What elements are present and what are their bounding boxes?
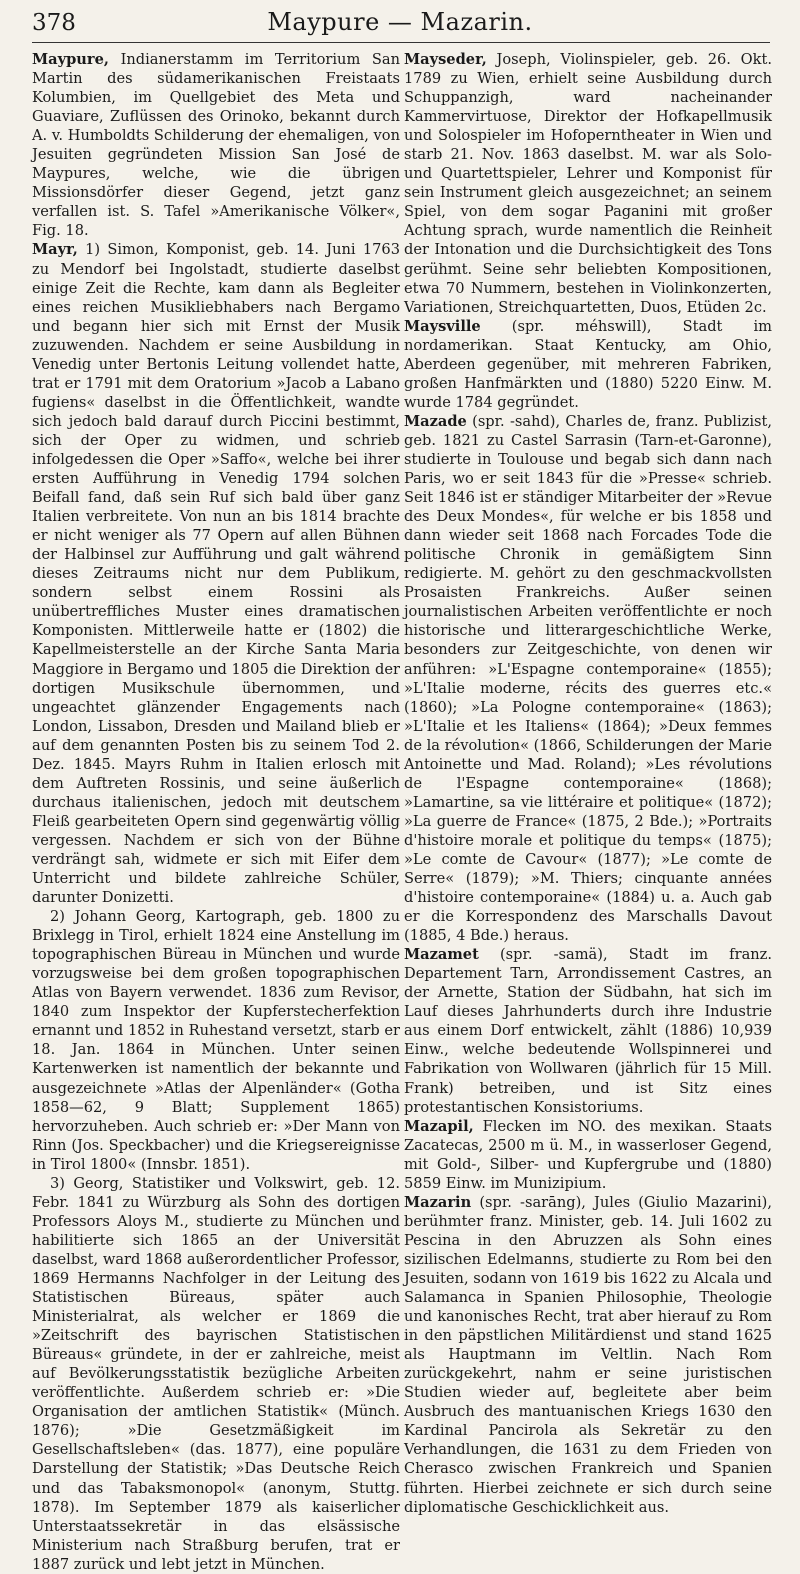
- entry-text: 2) Johann Georg, Kartograph, geb. 1800 zu Brixlegg in Tirol, erhielt 1824 eine Anstellung im topographischen Büreau in München und wurde vorzugsweise bei dem großen topographischen Atlas von Bayern verwendet. 1836 zum Revisor, 1840 zum Inspektor der Kupferstecherfektion ernannt und 1852 in Ruhestand versetzt, starb er 18. Jan. 1864 in München. Unter seinen Kartenwerken ist namentlich der bekannte und ausgezeichnete »Atlas der Alpenländer« (Gotha 1858—62, 9 Blatt; Supplement 1865) hervorzuheben. Auch schrieb er: »Der Mann von Rinn (Jos. Speckbacher) und die Kriegsereignisse in Tirol 1800« (Innsbr. 1851).: [32, 908, 400, 1173]
- entry-text: 1) Simon, Komponist, geb. 14. Juni 1763 zu Mendorf bei Ingolstadt, studierte daselbst einige Zeit die Rechte, kam dann als Begleiter eines reichen Musikliebhabers nach Bergamo und begann hier sich mit Ernst der Musik zuzuwenden. Nachdem er seine Ausbildung in Venedig unter Bertonis Leitung vollendet hatte, trat er 1791 mit dem Oratorium »Jacob a Labano fugiens« daselbst in die Öffentlichkeit, wandte sich jedoch bald darauf durch Piccini bestimmt, sich der Oper zu widmen, und schrieb infolgedessen die Oper »Saffo«, welche bei ihrer ersten Aufführung in Venedig 1794 solchen Beifall fand, daß sein Ruf sich bald über ganz Italien verbreitete. Von nun an bis 1814 brachte er nicht weniger als 77 Opern auf allen Bühnen der Halbinsel zur Aufführung und galt während dieses Zeitraums nicht nur dem Publikum, sondern selbst einem Rossini als unübertreffliches Muster eines dramatischen Komponisten. Mittlerweile hatte er (1802) die Kapellmeisterstelle an der Kirche Santa Maria Maggiore in Bergamo und 1805 die Direktion der dortigen Musikschule übernommen, und ungeachtet glänzender Engagements nach London, Lissabon, Dresden und Mailand blieb er auf dem genannten Posten bis zu seinem Tod 2. Dez. 1845. Mayrs Ruhm in Italien erlosch mit dem Auftreten Rossinis, und seine äußerlich durchaus italienischen, jedoch mit deutschem Fleiß gearbeiteten Opern sind gegenwärtig völlig vergessen. Nachdem er sich von der Bühne verdrängt sah, widmete er sich mit Eifer dem Unterricht und bildete zahlreiche Schüler, darunter Donizetti.: [32, 241, 400, 907]
- entry-text: Indianerstamm im Territorium San Martin des südamerikanischen Freistaats Kolumbien, im Quellgebiet des Meta und Guaviare, Zuflüssen des Orinoko, bekannt durch A. v. Humboldts Schilderung der ehemaligen, von Jesuiten gegründeten Mission San José de Maypures, welche, wie die übrigen Missionsdörfer dieser Gegend, jetzt ganz verfallen ist. S. Tafel »Amerikanische Völker«, Fig. 18.: [32, 51, 400, 240]
- entry-text: Joseph, Violinspieler, geb. 26. Okt. 1789 zu Wien, erhielt seine Ausbildung durch Schuppanzigh, ward nacheinander Kammervirtuose, Direktor der Hofkapellmusik und Solospieler im Hofoperntheater in Wien und starb 21. Nov. 1863 daselbst. M. war als Solo- und Quartettspieler, Lehrer und Komponist für sein Instrument gleich ausgezeichnet; an seinem Spiel, von dem sogar Paganini mit großer Achtung sprach, wurde namentlich die Reinheit der Intonation und die Durchsichtigkeit des Tons gerühmt. Seine sehr beliebten Kompositionen, etwa 70 Nummern, bestehen in Violinkonzerten, Variationen, Streichquartetten, Duos, Etüden 2c.: [404, 51, 772, 316]
- text-columns: [24, 50, 776, 1574]
- entry-mayr-3: [32, 1174, 400, 1574]
- entry-mazade: [404, 412, 772, 945]
- entry-text: (spr. -samä), Stadt im franz. Departement Tarn, Arrondissement Castres, an der Arnette, Station der Südbahn, hat sich im Lauf dieses Jahrhunderts durch ihre Industrie aus einem Dorf entwickelt, zählt (1886) 10,939 Einw., welche bedeutende Wollspinnerei und Fabrikation von Wollwaren (jährlich für 15 Mill. Frank) betreiben, und ist Sitz eines protestantischen Konsistoriums.: [404, 946, 772, 1116]
- left-column: [24, 50, 400, 1574]
- entry-mazamet: [404, 945, 772, 1116]
- header-rule: [32, 42, 770, 43]
- headword: Mazarin: [404, 1193, 472, 1211]
- entry-mayseder: [404, 50, 772, 317]
- headword: Mazapil,: [404, 1117, 474, 1135]
- entry-text: 3) Georg, Statistiker und Volkswirt, geb. 12. Febr. 1841 zu Würzburg als Sohn des dortigen Professors Aloys M., studierte zu München und habilitierte sich 1865 an der Universität daselbst, ward 1868 außerordentlicher Professor, 1869 Hermanns Nachfolger in der Leitung des Statistischen Büreaus, später auch Ministerialrat, als welcher er 1869 die »Zeitschrift des bayrischen Statistischen Büreaus« gründete, in der er zahlreiche, meist auf Bevölkerungsstatistik bezügliche Arbeiten veröffentlichte. Außerdem schrieb er: »Die Organisation der amtlichen Statistik« (Münch. 1876); »Die Gesetzmäßigkeit im Gesellschaftsleben« (das. 1877), eine populäre Darstellung der Statistik; »Das Deutsche Reich und das Tabaksmonopol« (anonym, Stuttg. 1878). Im September 1879 als kaiserlicher Unterstaatssekretär in das elsässische Ministerium nach Straßburg berufen, trat er 1887 zurück und lebt jetzt in München.: [32, 1174, 400, 1573]
- entry-mazapil: [404, 1117, 772, 1193]
- headword: Mayseder,: [404, 51, 487, 68]
- entry-maypure: [32, 50, 400, 240]
- page-number: 378: [32, 10, 76, 36]
- entry-text: (spr. -sarāng), Jules (Giulio Mazarini), berühmter franz. Minister, geb. 14. Juli 1602 zu Pescina in den Abruzzen als Sohn eines sizilischen Edelmanns, studierte zu Rom bei den Jesuiten, sodann von 1619 bis 1622 zu Alcala und Salamanca in Spanien Philosophie, Theologie und kanonisches Recht, trat aber hierauf zu Rom in den päpstlichen Militärdienst und stand 1625 als Hauptmann im Veltlin. Nach Rom zurückgekehrt, nahm er seine juristischen Studien wieder auf, begleitete aber beim Ausbruch des mantuanischen Kriegs 1630 den Kardinal Pancirola als Sekretär zu den Verhandlungen, die 1631 zu dem Frieden von Cherasco zwischen Frankreich und Spanien führten. Hierbei zeichnete er sich durch seine diplomatische Geschicklichkeit aus.: [404, 1193, 772, 1516]
- entry-mayr: [32, 240, 400, 907]
- running-title: Maypure — Mazarin.: [267, 8, 533, 36]
- entry-maysville: [404, 317, 772, 412]
- headword: Maypure,: [32, 51, 109, 68]
- entry-text: (spr. -sahd), Charles de, franz. Publizist, geb. 1821 zu Castel Sarrasin (Tarn-et-Garonne), studierte in Toulouse und begab sich dann nach Paris, wo er seit 1843 für die »Presse« schrieb. Seit 1846 ist er ständiger Mitarbeiter der »Revue des Deux Mondes«, für welche er bis 1858 und dann wieder seit 1868 nach Forcades Tode die politische Chronik in gemäßigtem Sinn redigierte. M. gehört zu den geschmackvollsten Prosaisten Frankreichs. Außer seinen journalistischen Arbeiten veröffentlichte er noch historische und litterargeschichtliche Werke, besonders zur Zeitgeschichte, von denen wir anführen: »L'Espagne contemporaine« (1855); »L'Italie moderne, récits des guerres etc.« (1860); »La Pologne contemporaine« (1863); »L'Italie et les Italiens« (1864); »Deux femmes de la révolution« (1866, Schilderungen der Marie Antoinette und Mad. Roland); »Les révolutions de l'Espagne contemporaine« (1868); »Lamartine, sa vie littéraire et politique« (1872); »La guerre de France« (1875, 2 Bde.); »Portraits d'histoire morale et politique du temps« (1875); »Le comte de Cavour« (1877); »Le comte de Serre« (1879); »M. Thiers; cinquante années d'histoire contemporaine« (1884) u. a. Auch gab er die Korrespondenz des Marschalls Davout (1885, 4 Bde.) heraus.: [404, 412, 772, 945]
- entry-text: Flecken im NO. des mexikan. Staats Zacatecas, 2500 m ü. M., in wasserloser Gegend, mit Gold-, Silber- und Kupfergrube und (1880) 5859 Einw. im Munizipium.: [404, 1117, 772, 1192]
- headword: Mazade: [404, 412, 467, 430]
- entry-mazarin: [404, 1193, 772, 1517]
- entry-mayr-2: [32, 907, 400, 1174]
- headword: Maysville: [404, 317, 481, 335]
- page-header: [24, 6, 776, 46]
- headword: Mayr,: [32, 241, 78, 259]
- entry-text: (spr. méhswill), Stadt im nordamerikan. Staat Kentucky, am Ohio, Aberdeen gegenüber, mit mehreren Fabriken, großen Hanfmärkten und (1880) 5220 Einw. M. wurde 1784 gegründet.: [404, 317, 772, 411]
- right-column: [404, 50, 776, 1574]
- headword: Mazamet: [404, 946, 479, 964]
